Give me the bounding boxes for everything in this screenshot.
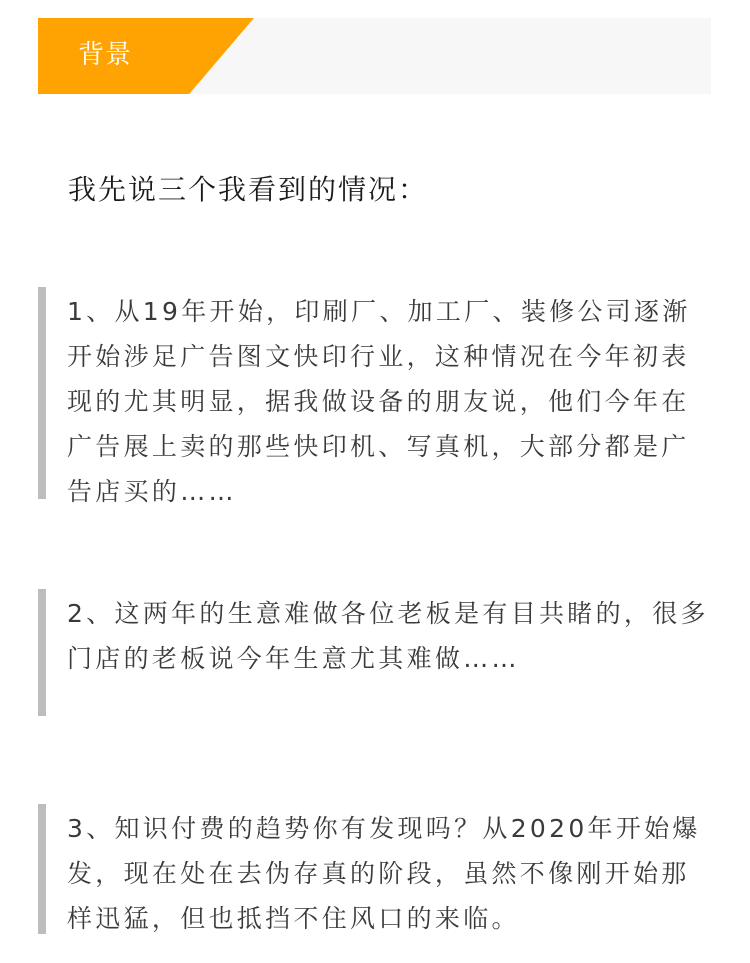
point-text-1: 1、从19年开始，印刷厂、加工厂、装修公司逐渐开始涉足广告图文快印行业，这种情况在今年初表现的尤其明显，据我做设备的朋友说，他们今年在广告展上卖的那些快印机、写真机，大部分都是广告店买的…… [67, 297, 691, 506]
intro-text: 我先说三个我看到的情况： [68, 173, 429, 206]
section-tab [38, 18, 254, 94]
quote-bar [38, 589, 46, 716]
point-text-3: 3、知识付费的趋势你有发现吗？从2020年开始爆发，现在处在去伪存真的阶段，虽然不像刚开始那样迅猛，但也抵挡不住风口的来临。 [67, 814, 701, 933]
section-header [38, 18, 711, 94]
quote-bar [38, 287, 46, 499]
point-block-3 [38, 804, 713, 934]
quote-bar [38, 804, 46, 934]
section-title: 背景 [78, 40, 133, 70]
point-text-2: 2、这两年的生意难做各位老板是有目共睹的，很多门店的老板说今年生意尤其难做…… [67, 599, 709, 673]
point-block-2 [38, 589, 713, 716]
point-block-1 [38, 287, 713, 506]
